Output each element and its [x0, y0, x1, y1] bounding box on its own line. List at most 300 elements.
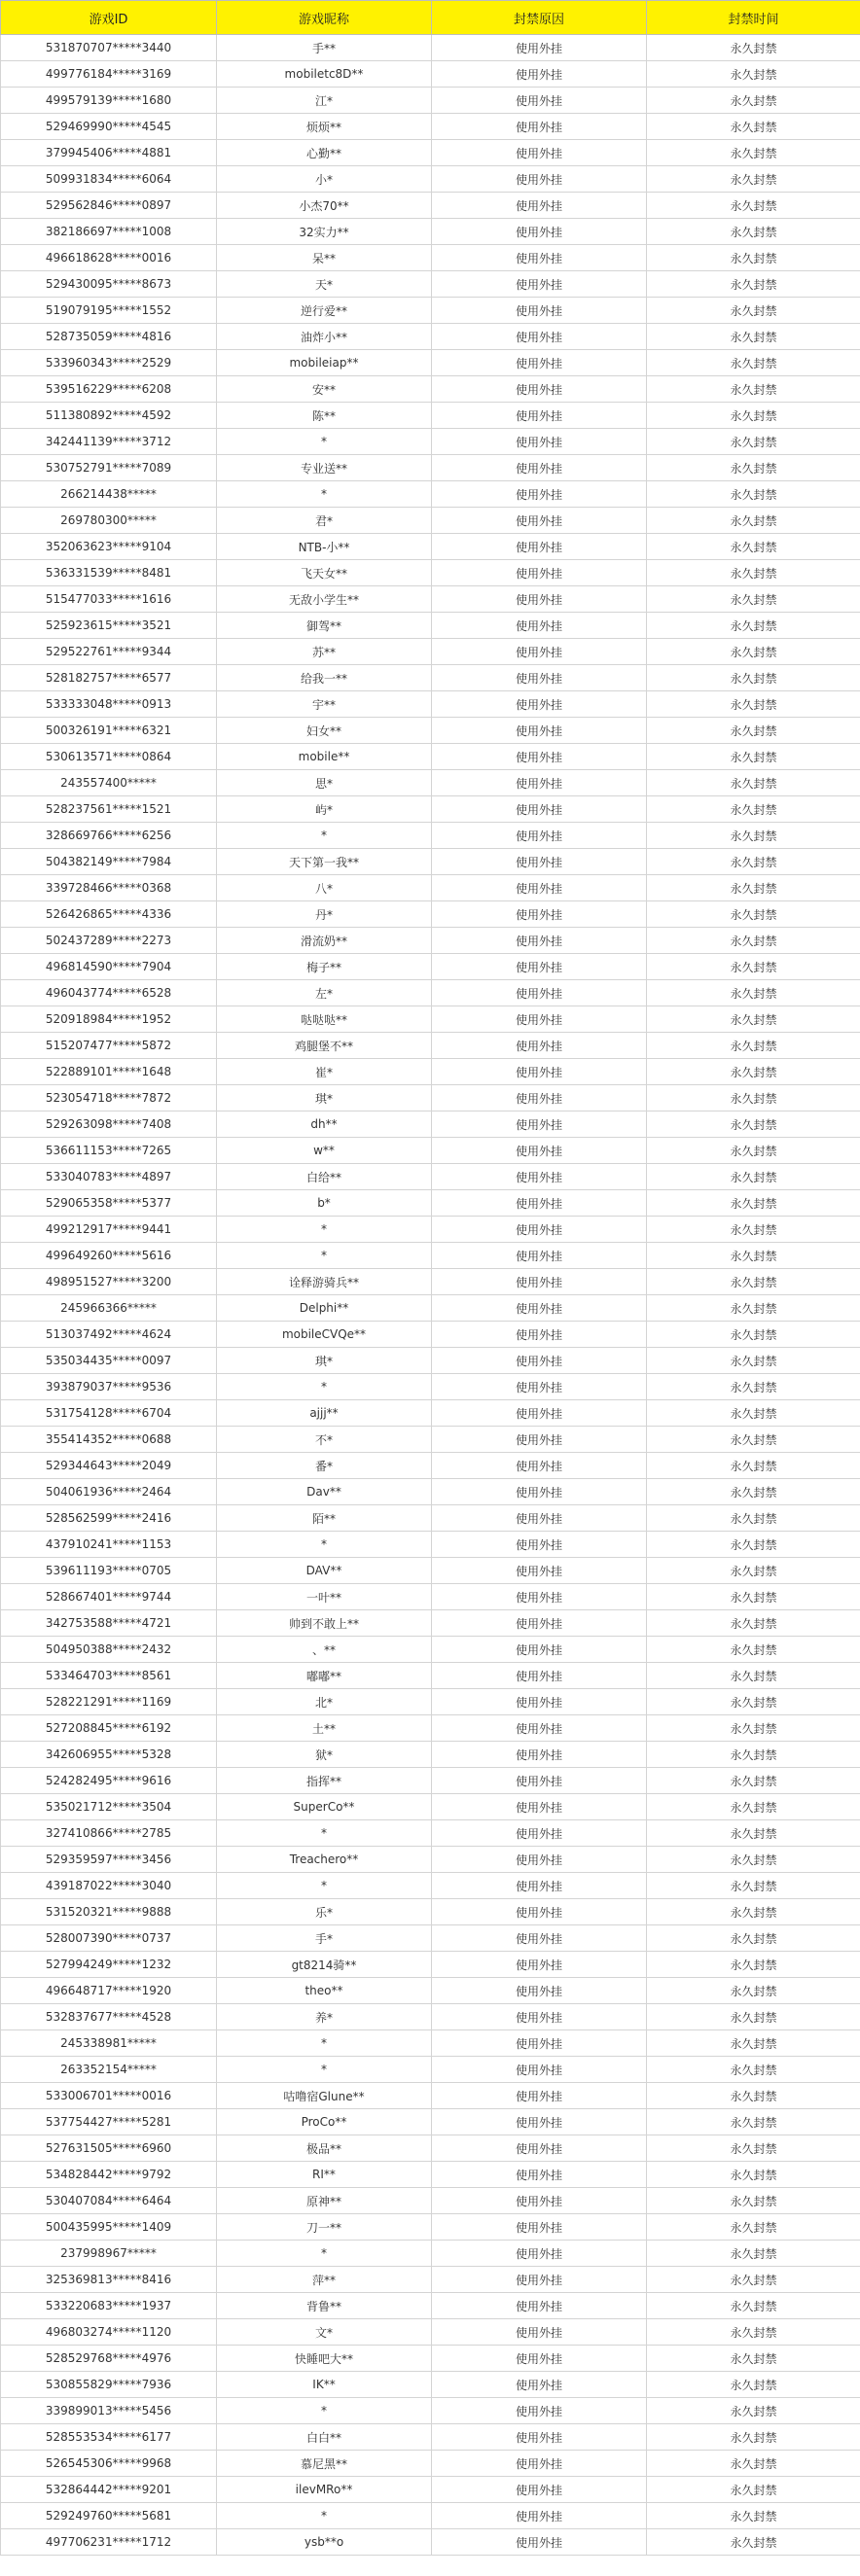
- cell-ban-reason: 使用外挂: [432, 1873, 647, 1899]
- table-row: [1, 1138, 860, 1164]
- cell-nickname: *: [217, 1243, 432, 1269]
- cell-ban-duration: 永久封禁: [647, 1873, 860, 1899]
- cell-ban-reason: 使用外挂: [432, 1295, 647, 1322]
- cell-game-id: 539516229*****6208: [1, 376, 217, 403]
- cell-ban-duration: 永久封禁: [647, 1033, 860, 1059]
- cell-nickname: 嘟嘟**: [217, 1663, 432, 1689]
- table-row: [1, 823, 860, 849]
- cell-ban-reason: 使用外挂: [432, 744, 647, 770]
- cell-ban-reason: 使用外挂: [432, 1899, 647, 1925]
- cell-game-id: 515477033*****1616: [1, 586, 217, 613]
- table-row: [1, 928, 860, 954]
- table-row: [1, 271, 860, 298]
- cell-ban-duration: 永久封禁: [647, 1348, 860, 1374]
- table-row: [1, 954, 860, 980]
- cell-game-id: 535034435*****0097: [1, 1348, 217, 1374]
- cell-game-id: 519079195*****1552: [1, 298, 217, 324]
- cell-ban-reason: 使用外挂: [432, 2135, 647, 2162]
- table-row: [1, 901, 860, 928]
- cell-nickname: 土**: [217, 1715, 432, 1742]
- cell-ban-reason: 使用外挂: [432, 718, 647, 744]
- table-row: [1, 61, 860, 88]
- cell-nickname: *: [217, 1374, 432, 1400]
- cell-ban-duration: 永久封禁: [647, 1400, 860, 1427]
- cell-ban-reason: 使用外挂: [432, 245, 647, 271]
- cell-game-id: 237998967*****: [1, 2241, 217, 2267]
- cell-nickname: NTB-小**: [217, 534, 432, 560]
- cell-ban-reason: 使用外挂: [432, 2477, 647, 2503]
- table-row: [1, 2188, 860, 2214]
- cell-nickname: 萍**: [217, 2267, 432, 2293]
- table-row: [1, 2477, 860, 2503]
- cell-nickname: 陌**: [217, 1505, 432, 1532]
- cell-game-id: 533464703*****8561: [1, 1663, 217, 1689]
- cell-game-id: 327410866*****2785: [1, 1820, 217, 1847]
- cell-nickname: dh**: [217, 1112, 432, 1138]
- cell-nickname: 快睡吧大**: [217, 2346, 432, 2372]
- cell-game-id: 520918984*****1952: [1, 1006, 217, 1033]
- cell-nickname: 烦烦**: [217, 114, 432, 140]
- table-row: [1, 796, 860, 823]
- cell-nickname: 御驾**: [217, 613, 432, 639]
- cell-ban-reason: 使用外挂: [432, 2451, 647, 2477]
- table-row: [1, 1479, 860, 1505]
- cell-ban-reason: 使用外挂: [432, 901, 647, 928]
- cell-game-id: 530752791*****7089: [1, 455, 217, 481]
- table-row: [1, 1873, 860, 1899]
- cell-nickname: 32实力**: [217, 219, 432, 245]
- cell-nickname: 咕噜宿Glune**: [217, 2083, 432, 2109]
- cell-game-id: 496043774*****6528: [1, 980, 217, 1006]
- table-row: [1, 1085, 860, 1112]
- cell-game-id: 537754427*****5281: [1, 2109, 217, 2135]
- cell-game-id: 527631505*****6960: [1, 2135, 217, 2162]
- cell-game-id: 496814590*****7904: [1, 954, 217, 980]
- table-row: [1, 1269, 860, 1295]
- table-row: [1, 2135, 860, 2162]
- cell-ban-reason: 使用外挂: [432, 823, 647, 849]
- table-row: [1, 1610, 860, 1637]
- cell-game-id: 513037492*****4624: [1, 1322, 217, 1348]
- cell-game-id: 499776184*****3169: [1, 61, 217, 88]
- cell-game-id: 509931834*****6064: [1, 166, 217, 193]
- cell-nickname: 妇女**: [217, 718, 432, 744]
- cell-ban-duration: 永久封禁: [647, 796, 860, 823]
- table-row: [1, 193, 860, 219]
- cell-game-id: 328669766*****6256: [1, 823, 217, 849]
- cell-nickname: 北*: [217, 1689, 432, 1715]
- cell-ban-reason: 使用外挂: [432, 2030, 647, 2057]
- cell-nickname: Dav**: [217, 1479, 432, 1505]
- cell-ban-reason: 使用外挂: [432, 193, 647, 219]
- cell-ban-duration: 永久封禁: [647, 2372, 860, 2398]
- cell-game-id: 525923615*****3521: [1, 613, 217, 639]
- cell-ban-reason: 使用外挂: [432, 1925, 647, 1952]
- cell-ban-reason: 使用外挂: [432, 954, 647, 980]
- table-row: [1, 1295, 860, 1322]
- cell-game-id: 342753588*****4721: [1, 1610, 217, 1637]
- cell-ban-reason: 使用外挂: [432, 2503, 647, 2529]
- table-row: [1, 376, 860, 403]
- cell-nickname: 小*: [217, 166, 432, 193]
- cell-ban-reason: 使用外挂: [432, 2057, 647, 2083]
- cell-nickname: 原神**: [217, 2188, 432, 2214]
- cell-game-id: 531520321*****9888: [1, 1899, 217, 1925]
- column-header-ban-duration: 封禁时间: [647, 1, 860, 35]
- table-row: [1, 1400, 860, 1427]
- cell-ban-duration: 永久封禁: [647, 455, 860, 481]
- cell-game-id: 524282495*****9616: [1, 1768, 217, 1794]
- cell-ban-reason: 使用外挂: [432, 639, 647, 665]
- cell-nickname: *: [217, 481, 432, 508]
- cell-nickname: 滑流奶**: [217, 928, 432, 954]
- cell-ban-reason: 使用外挂: [432, 1243, 647, 1269]
- table-row: [1, 1006, 860, 1033]
- cell-nickname: 天下第一我**: [217, 849, 432, 875]
- cell-ban-duration: 永久封禁: [647, 2346, 860, 2372]
- cell-ban-reason: 使用外挂: [432, 1584, 647, 1610]
- table-row: [1, 2398, 860, 2424]
- table-row: [1, 1322, 860, 1348]
- cell-ban-duration: 永久封禁: [647, 534, 860, 560]
- cell-ban-reason: 使用外挂: [432, 429, 647, 455]
- cell-nickname: *: [217, 1820, 432, 1847]
- cell-ban-duration: 永久封禁: [647, 718, 860, 744]
- cell-ban-duration: 永久封禁: [647, 35, 860, 61]
- cell-ban-reason: 使用外挂: [432, 1427, 647, 1453]
- cell-ban-duration: 永久封禁: [647, 639, 860, 665]
- cell-game-id: 437910241*****1153: [1, 1532, 217, 1558]
- cell-game-id: 339899013*****5456: [1, 2398, 217, 2424]
- cell-nickname: 狱*: [217, 1742, 432, 1768]
- table-row: [1, 1820, 860, 1847]
- cell-nickname: ysb**o: [217, 2529, 432, 2556]
- cell-ban-reason: 使用外挂: [432, 1689, 647, 1715]
- cell-game-id: 500435995*****1409: [1, 2214, 217, 2241]
- cell-ban-duration: 永久封禁: [647, 2529, 860, 2556]
- cell-ban-duration: 永久封禁: [647, 1295, 860, 1322]
- cell-ban-reason: 使用外挂: [432, 1085, 647, 1112]
- table-row: [1, 849, 860, 875]
- cell-game-id: 531870707*****3440: [1, 35, 217, 61]
- cell-ban-reason: 使用外挂: [432, 1820, 647, 1847]
- table-row: [1, 1112, 860, 1138]
- table-row: [1, 1952, 860, 1978]
- cell-game-id: 532864442*****9201: [1, 2477, 217, 2503]
- cell-ban-reason: 使用外挂: [432, 1190, 647, 1217]
- cell-nickname: 丹*: [217, 901, 432, 928]
- cell-ban-duration: 永久封禁: [647, 770, 860, 796]
- cell-ban-duration: 永久封禁: [647, 2293, 860, 2319]
- table-row: [1, 219, 860, 245]
- cell-ban-reason: 使用外挂: [432, 1637, 647, 1663]
- table-row: [1, 875, 860, 901]
- cell-ban-duration: 永久封禁: [647, 2214, 860, 2241]
- cell-ban-duration: 永久封禁: [647, 613, 860, 639]
- cell-ban-duration: 永久封禁: [647, 1532, 860, 1558]
- cell-nickname: *: [217, 1217, 432, 1243]
- table-row: [1, 1637, 860, 1663]
- cell-nickname: 乐*: [217, 1899, 432, 1925]
- table-row: [1, 534, 860, 560]
- table-row: [1, 718, 860, 744]
- cell-game-id: 526426865*****4336: [1, 901, 217, 928]
- cell-ban-duration: 永久封禁: [647, 1558, 860, 1584]
- cell-nickname: 慕尼黑**: [217, 2451, 432, 2477]
- cell-game-id: 502437289*****2273: [1, 928, 217, 954]
- cell-nickname: 文*: [217, 2319, 432, 2346]
- cell-ban-reason: 使用外挂: [432, 1059, 647, 1085]
- table-row: [1, 2451, 860, 2477]
- cell-nickname: 心勤**: [217, 140, 432, 166]
- cell-ban-reason: 使用外挂: [432, 1164, 647, 1190]
- cell-ban-duration: 永久封禁: [647, 1715, 860, 1742]
- cell-game-id: 243557400*****: [1, 770, 217, 796]
- cell-game-id: 496648717*****1920: [1, 1978, 217, 2004]
- cell-game-id: 529469990*****4545: [1, 114, 217, 140]
- cell-game-id: 528221291*****1169: [1, 1689, 217, 1715]
- table-row: [1, 2372, 860, 2398]
- cell-ban-duration: 永久封禁: [647, 271, 860, 298]
- cell-game-id: 528182757*****6577: [1, 665, 217, 691]
- cell-ban-duration: 永久封禁: [647, 980, 860, 1006]
- table-row: [1, 2004, 860, 2030]
- cell-game-id: 527208845*****6192: [1, 1715, 217, 1742]
- table-row: [1, 1689, 860, 1715]
- cell-nickname: 指挥**: [217, 1768, 432, 1794]
- cell-ban-reason: 使用外挂: [432, 560, 647, 586]
- cell-game-id: 496803274*****1120: [1, 2319, 217, 2346]
- cell-ban-reason: 使用外挂: [432, 88, 647, 114]
- table-row: [1, 639, 860, 665]
- cell-nickname: 专业送**: [217, 455, 432, 481]
- cell-game-id: 504950388*****2432: [1, 1637, 217, 1663]
- table-row: [1, 429, 860, 455]
- table-row: [1, 1348, 860, 1374]
- cell-nickname: RI**: [217, 2162, 432, 2188]
- cell-ban-reason: 使用外挂: [432, 1322, 647, 1348]
- table-row: [1, 1059, 860, 1085]
- cell-game-id: 536611153*****7265: [1, 1138, 217, 1164]
- table-row: [1, 586, 860, 613]
- cell-ban-duration: 永久封禁: [647, 1952, 860, 1978]
- cell-ban-reason: 使用外挂: [432, 403, 647, 429]
- cell-game-id: 498951527*****3200: [1, 1269, 217, 1295]
- table-row: [1, 114, 860, 140]
- table-row: [1, 1374, 860, 1400]
- cell-nickname: 养*: [217, 2004, 432, 2030]
- cell-game-id: 529562846*****0897: [1, 193, 217, 219]
- cell-ban-duration: 永久封禁: [647, 1217, 860, 1243]
- cell-ban-reason: 使用外挂: [432, 2188, 647, 2214]
- cell-ban-duration: 永久封禁: [647, 61, 860, 88]
- cell-nickname: 逆行爱**: [217, 298, 432, 324]
- cell-nickname: 安**: [217, 376, 432, 403]
- cell-ban-duration: 永久封禁: [647, 1584, 860, 1610]
- table-row: [1, 140, 860, 166]
- cell-ban-reason: 使用外挂: [432, 1400, 647, 1427]
- cell-ban-duration: 永久封禁: [647, 1978, 860, 2004]
- cell-ban-reason: 使用外挂: [432, 2162, 647, 2188]
- table-row: [1, 1505, 860, 1532]
- cell-nickname: 屿*: [217, 796, 432, 823]
- cell-nickname: 飞天女**: [217, 560, 432, 586]
- cell-ban-duration: 永久封禁: [647, 1269, 860, 1295]
- cell-ban-reason: 使用外挂: [432, 796, 647, 823]
- cell-ban-duration: 永久封禁: [647, 2477, 860, 2503]
- cell-game-id: 245338981*****: [1, 2030, 217, 2057]
- table-row: [1, 245, 860, 271]
- table-row: [1, 2424, 860, 2451]
- cell-ban-duration: 永久封禁: [647, 1820, 860, 1847]
- cell-ban-duration: 永久封禁: [647, 429, 860, 455]
- cell-game-id: 530855829*****7936: [1, 2372, 217, 2398]
- table-row: [1, 2346, 860, 2372]
- cell-nickname: 小杰70**: [217, 193, 432, 219]
- cell-ban-reason: 使用外挂: [432, 2319, 647, 2346]
- cell-game-id: 529065358*****5377: [1, 1190, 217, 1217]
- cell-game-id: 529263098*****7408: [1, 1112, 217, 1138]
- table-row: [1, 2293, 860, 2319]
- table-row: [1, 2083, 860, 2109]
- cell-nickname: 天*: [217, 271, 432, 298]
- cell-ban-duration: 永久封禁: [647, 2083, 860, 2109]
- cell-ban-reason: 使用外挂: [432, 114, 647, 140]
- cell-ban-duration: 永久封禁: [647, 2503, 860, 2529]
- cell-ban-duration: 永久封禁: [647, 1006, 860, 1033]
- cell-nickname: 帅到不敢上**: [217, 1610, 432, 1637]
- cell-ban-duration: 永久封禁: [647, 744, 860, 770]
- table-row: [1, 1899, 860, 1925]
- cell-game-id: 269780300*****: [1, 508, 217, 534]
- cell-ban-duration: 永久封禁: [647, 1374, 860, 1400]
- cell-ban-reason: 使用外挂: [432, 1006, 647, 1033]
- cell-ban-reason: 使用外挂: [432, 455, 647, 481]
- cell-ban-reason: 使用外挂: [432, 2424, 647, 2451]
- table-row: [1, 508, 860, 534]
- cell-ban-duration: 永久封禁: [647, 2030, 860, 2057]
- cell-ban-duration: 永久封禁: [647, 508, 860, 534]
- cell-nickname: 琪*: [217, 1348, 432, 1374]
- cell-ban-duration: 永久封禁: [647, 2241, 860, 2267]
- table-row: [1, 980, 860, 1006]
- cell-ban-duration: 永久封禁: [647, 1610, 860, 1637]
- cell-game-id: 528562599*****2416: [1, 1505, 217, 1532]
- cell-game-id: 504061936*****2464: [1, 1479, 217, 1505]
- cell-ban-duration: 永久封禁: [647, 350, 860, 376]
- cell-game-id: 530407084*****6464: [1, 2188, 217, 2214]
- table-row: [1, 2214, 860, 2241]
- cell-ban-duration: 永久封禁: [647, 1479, 860, 1505]
- cell-ban-duration: 永久封禁: [647, 1742, 860, 1768]
- table-row: [1, 481, 860, 508]
- cell-game-id: 527994249*****1232: [1, 1952, 217, 1978]
- cell-ban-duration: 永久封禁: [647, 875, 860, 901]
- cell-game-id: 382186697*****1008: [1, 219, 217, 245]
- cell-ban-duration: 永久封禁: [647, 1768, 860, 1794]
- cell-ban-reason: 使用外挂: [432, 1663, 647, 1689]
- cell-game-id: 533006701*****0016: [1, 2083, 217, 2109]
- cell-nickname: 番*: [217, 1453, 432, 1479]
- column-header-ban-reason: 封禁原因: [432, 1, 647, 35]
- cell-ban-reason: 使用外挂: [432, 2109, 647, 2135]
- cell-game-id: 533220683*****1937: [1, 2293, 217, 2319]
- table-row: [1, 403, 860, 429]
- cell-nickname: 江*: [217, 88, 432, 114]
- table-row: [1, 2057, 860, 2083]
- cell-ban-reason: 使用外挂: [432, 1269, 647, 1295]
- table-row: [1, 1715, 860, 1742]
- cell-nickname: mobiletc8D**: [217, 61, 432, 88]
- cell-nickname: 一叶**: [217, 1584, 432, 1610]
- cell-nickname: 、**: [217, 1637, 432, 1663]
- cell-ban-duration: 永久封禁: [647, 1637, 860, 1663]
- cell-ban-reason: 使用外挂: [432, 376, 647, 403]
- cell-game-id: 526545306*****9968: [1, 2451, 217, 2477]
- cell-game-id: 325369813*****8416: [1, 2267, 217, 2293]
- cell-game-id: 499649260*****5616: [1, 1243, 217, 1269]
- cell-ban-duration: 永久封禁: [647, 245, 860, 271]
- cell-ban-reason: 使用外挂: [432, 1558, 647, 1584]
- cell-ban-reason: 使用外挂: [432, 1610, 647, 1637]
- cell-ban-duration: 永久封禁: [647, 1164, 860, 1190]
- cell-ban-duration: 永久封禁: [647, 1138, 860, 1164]
- table-row: [1, 1164, 860, 1190]
- cell-game-id: 529344643*****2049: [1, 1453, 217, 1479]
- cell-ban-reason: 使用外挂: [432, 1794, 647, 1820]
- cell-ban-duration: 永久封禁: [647, 901, 860, 928]
- cell-ban-reason: 使用外挂: [432, 1505, 647, 1532]
- cell-ban-duration: 永久封禁: [647, 2162, 860, 2188]
- cell-game-id: 533333048*****0913: [1, 691, 217, 718]
- cell-ban-duration: 永久封禁: [647, 2057, 860, 2083]
- table-row: [1, 2162, 860, 2188]
- cell-ban-duration: 永久封禁: [647, 166, 860, 193]
- cell-nickname: *: [217, 1873, 432, 1899]
- cell-ban-reason: 使用外挂: [432, 140, 647, 166]
- cell-ban-duration: 永久封禁: [647, 560, 860, 586]
- cell-nickname: 刀一**: [217, 2214, 432, 2241]
- cell-ban-duration: 永久封禁: [647, 1847, 860, 1873]
- cell-ban-duration: 永久封禁: [647, 1427, 860, 1453]
- cell-nickname: 哒哒哒**: [217, 1006, 432, 1033]
- table-row: [1, 298, 860, 324]
- cell-nickname: 油炸小**: [217, 324, 432, 350]
- cell-ban-reason: 使用外挂: [432, 1138, 647, 1164]
- cell-game-id: 245966366*****: [1, 1295, 217, 1322]
- cell-nickname: 手*: [217, 1925, 432, 1952]
- cell-ban-reason: 使用外挂: [432, 928, 647, 954]
- cell-game-id: 528735059*****4816: [1, 324, 217, 350]
- cell-ban-reason: 使用外挂: [432, 324, 647, 350]
- cell-game-id: 530613571*****0864: [1, 744, 217, 770]
- cell-nickname: b*: [217, 1190, 432, 1217]
- cell-nickname: 八*: [217, 875, 432, 901]
- table-row: [1, 744, 860, 770]
- cell-ban-reason: 使用外挂: [432, 1453, 647, 1479]
- cell-nickname: 白白**: [217, 2424, 432, 2451]
- cell-game-id: 352063623*****9104: [1, 534, 217, 560]
- cell-ban-reason: 使用外挂: [432, 2346, 647, 2372]
- cell-game-id: 539611193*****0705: [1, 1558, 217, 1584]
- table-row: [1, 324, 860, 350]
- cell-ban-reason: 使用外挂: [432, 770, 647, 796]
- cell-ban-duration: 永久封禁: [647, 665, 860, 691]
- table-row: [1, 1847, 860, 1873]
- cell-ban-reason: 使用外挂: [432, 35, 647, 61]
- column-header-game-id: 游戏ID: [1, 1, 217, 35]
- cell-game-id: 499579139*****1680: [1, 88, 217, 114]
